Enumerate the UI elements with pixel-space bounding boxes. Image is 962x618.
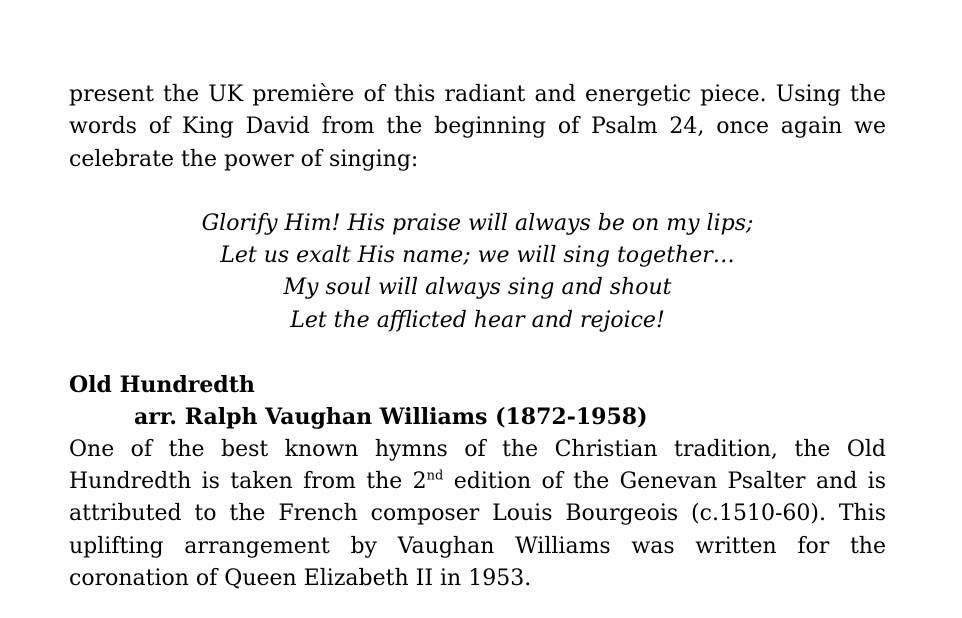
psalm-quote bbox=[69, 208, 886, 337]
intro-line: celebrate the power of singing: bbox=[69, 146, 419, 172]
description-line: uplifting arrangement by Vaughan Williams was written for the bbox=[69, 533, 886, 559]
intro-paragraph bbox=[69, 79, 886, 176]
description-line bbox=[69, 466, 886, 498]
document-page bbox=[69, 79, 886, 595]
description-line: attributed to the French composer Louis Bourgeois (c.1510-60). This bbox=[69, 501, 886, 527]
ordinal-suffix: nd bbox=[426, 468, 444, 484]
piece-title: Old Hundredth bbox=[69, 372, 255, 399]
description-text: Hundredth is taken from the 2 bbox=[69, 468, 427, 494]
intro-line: present the UK première of this radiant and energetic piece. Using the bbox=[69, 82, 886, 107]
description-line: coronation of Queen Elizabeth II in 1953. bbox=[69, 565, 532, 591]
quote-line: Let us exalt His name; we will sing together… bbox=[220, 243, 735, 269]
description-line: One of the best known hymns of the Christian tradition, the Old bbox=[69, 436, 886, 462]
description-text: edition of the Genevan Psalter and is bbox=[443, 468, 887, 494]
quote-line: My soul will always sing and shout bbox=[283, 275, 672, 301]
quote-line: Let the afflicted hear and rejoice! bbox=[290, 307, 665, 333]
piece-description bbox=[69, 434, 886, 595]
quote-line: Glorify Him! His praise will always be on my lips; bbox=[201, 210, 754, 236]
intro-line: words of King David from the beginning of Psalm 24, once again we bbox=[69, 114, 886, 140]
piece-arranger: arr. Ralph Vaughan Williams (1872-1958) bbox=[134, 404, 648, 431]
